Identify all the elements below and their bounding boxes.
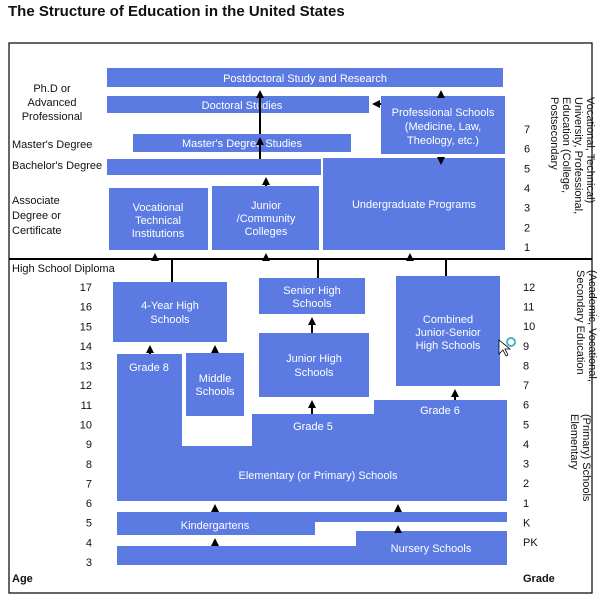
school-grade-label: 6 <box>523 399 530 412</box>
age-tick-label: 10 <box>79 419 92 432</box>
undergraduate-box <box>323 158 505 250</box>
elementary-line-2: (Primary) Schools <box>580 414 592 502</box>
postsecondary-line-1: Postsecondary <box>548 97 560 170</box>
postsecondary-year-label: 7 <box>524 124 531 136</box>
secondary-section-label <box>574 270 599 382</box>
postsecondary-year-label: 3 <box>524 202 531 215</box>
postsecondary-line-4: Vocational, Technical) <box>584 97 596 204</box>
school-grade-label: 4 <box>523 438 530 451</box>
undergraduate-label: Undergraduate Programs <box>351 199 477 211</box>
vocational-line-2: Technical <box>135 215 181 227</box>
phd-label-line-2: Advanced <box>27 97 77 109</box>
postsecondary-year-label: 2 <box>524 222 531 235</box>
senior-hs-line-2: Schools <box>292 298 332 310</box>
four-year-hs-line-2: Schools <box>150 314 190 326</box>
grade-5-label: Grade 5 <box>293 421 333 433</box>
age-tick-label: 14 <box>79 340 92 353</box>
junior-college-line-1: Junior <box>251 200 281 212</box>
junior-college-line-3: Colleges <box>244 226 288 238</box>
postdoctoral-box-label: Postdoctoral Study and Research <box>223 73 387 85</box>
professional-schools-box <box>381 96 505 154</box>
school-grade-label: 10 <box>523 321 536 334</box>
junior-high-school-box <box>259 333 369 397</box>
bachelor-bar <box>107 159 321 175</box>
school-grade-label: 2 <box>523 478 530 491</box>
school-grade-label: 8 <box>523 360 530 373</box>
postsecondary-line-3: University, Professional, <box>572 97 584 215</box>
associate-label-line-1: Associate <box>12 195 60 207</box>
age-tick-label: 16 <box>79 301 92 314</box>
doctoral-box-label: Doctoral Studies <box>201 100 283 112</box>
four-year-hs-line-1: 4-Year High <box>141 300 199 312</box>
school-grade-label: 12 <box>523 282 536 294</box>
combined-hs-line-2: Junior-Senior <box>415 327 481 339</box>
grade-8-label: Grade 8 <box>129 362 169 374</box>
secondary-line-1: Secondary Education <box>574 270 586 375</box>
bachelors-degree-label: Bachelor's Degree <box>12 160 103 172</box>
age-tick-label: 12 <box>79 380 92 393</box>
middle-schools-line-2: Schools <box>195 386 235 398</box>
doctoral-box <box>107 96 369 113</box>
age-tick-label: 8 <box>85 458 92 471</box>
age-tick-label: 17 <box>79 282 92 294</box>
age-tick-label: 3 <box>85 557 92 569</box>
age-tick-label: 7 <box>85 478 92 491</box>
school-grade-label: 5 <box>523 419 530 432</box>
school-grade-label: 9 <box>523 340 530 353</box>
combined-hs-line-3: High Schools <box>415 340 481 352</box>
postsecondary-line-2: Education (College, <box>560 97 572 194</box>
postsecondary-year-label: 4 <box>524 183 531 195</box>
postsecondary-year-label: 5 <box>524 163 531 176</box>
phd-label-line-1: Ph.D or <box>33 83 71 95</box>
masters-studies-box <box>133 134 351 152</box>
professional-schools-line-3: Theology, etc.) <box>407 135 479 147</box>
vocational-box <box>109 188 208 250</box>
junior-college-line-2: /Community <box>236 213 296 225</box>
age-tick-label: 4 <box>85 537 92 550</box>
phd-label-line-3: Professional <box>21 111 83 123</box>
age-tick-label: 5 <box>85 517 92 530</box>
four-year-high-school-box <box>113 282 227 342</box>
age-tick-label: 6 <box>85 498 92 511</box>
junior-college-box <box>212 186 319 250</box>
postdoctoral-box <box>107 68 503 87</box>
senior-high-school-box <box>259 278 365 314</box>
secondary-line-2: (Academic, Vocational, <box>586 270 598 382</box>
vocational-line-3: Institutions <box>131 228 185 240</box>
combined-hs-line-1: Combined <box>422 314 474 326</box>
school-grade-label: K <box>523 517 531 530</box>
elementary-line-1: Elementary <box>568 414 580 470</box>
age-tick-label: 13 <box>79 360 92 373</box>
age-tick-label: 15 <box>79 321 92 334</box>
combined-high-school-box <box>396 276 500 386</box>
vocational-line-1: Vocational <box>132 202 184 214</box>
age-axis-label: Age <box>12 573 33 585</box>
high-school-diploma-label: High School Diploma <box>12 263 115 275</box>
school-grade-label: 1 <box>523 497 530 510</box>
professional-schools-line-2: (Medicine, Law, <box>404 121 482 133</box>
junior-hs-line-1: Junior High <box>286 353 342 365</box>
middle-schools-box <box>186 353 244 416</box>
school-grade-label: 3 <box>523 458 530 471</box>
masters-degree-label: Master's Degree <box>12 139 93 151</box>
grade-6-label: Grade 6 <box>420 405 460 417</box>
kindergartens-label: Kindergartens <box>180 520 250 532</box>
associate-label-line-2: Degree or <box>12 210 61 222</box>
school-grade-label: PK <box>523 537 538 549</box>
postsecondary-year-label: 1 <box>524 242 531 254</box>
senior-hs-line-1: Senior High <box>283 285 341 297</box>
grade-4-label: Grade 4 <box>198 432 238 444</box>
school-grade-label: 11 <box>523 301 535 314</box>
junior-hs-line-2: Schools <box>294 367 334 379</box>
elementary-schools-label: Elementary (or Primary) Schools <box>238 470 398 482</box>
professional-schools-line-1: Professional Schools <box>391 107 495 119</box>
school-grade-label: 7 <box>523 380 530 393</box>
nursery-schools-label: Nursery Schools <box>390 543 472 555</box>
middle-schools-line-1: Middle <box>198 373 232 385</box>
masters-studies-label: Master's Degree Studies <box>181 138 303 150</box>
age-tick-label: 11 <box>80 399 92 412</box>
postsecondary-year-label: 6 <box>524 143 531 156</box>
age-tick-label: 9 <box>85 439 92 452</box>
page-title: The Structure of Education in the United States <box>8 3 345 20</box>
grade-axis-label: Grade <box>523 573 555 585</box>
associate-label-line-3: Certificate <box>12 225 62 237</box>
